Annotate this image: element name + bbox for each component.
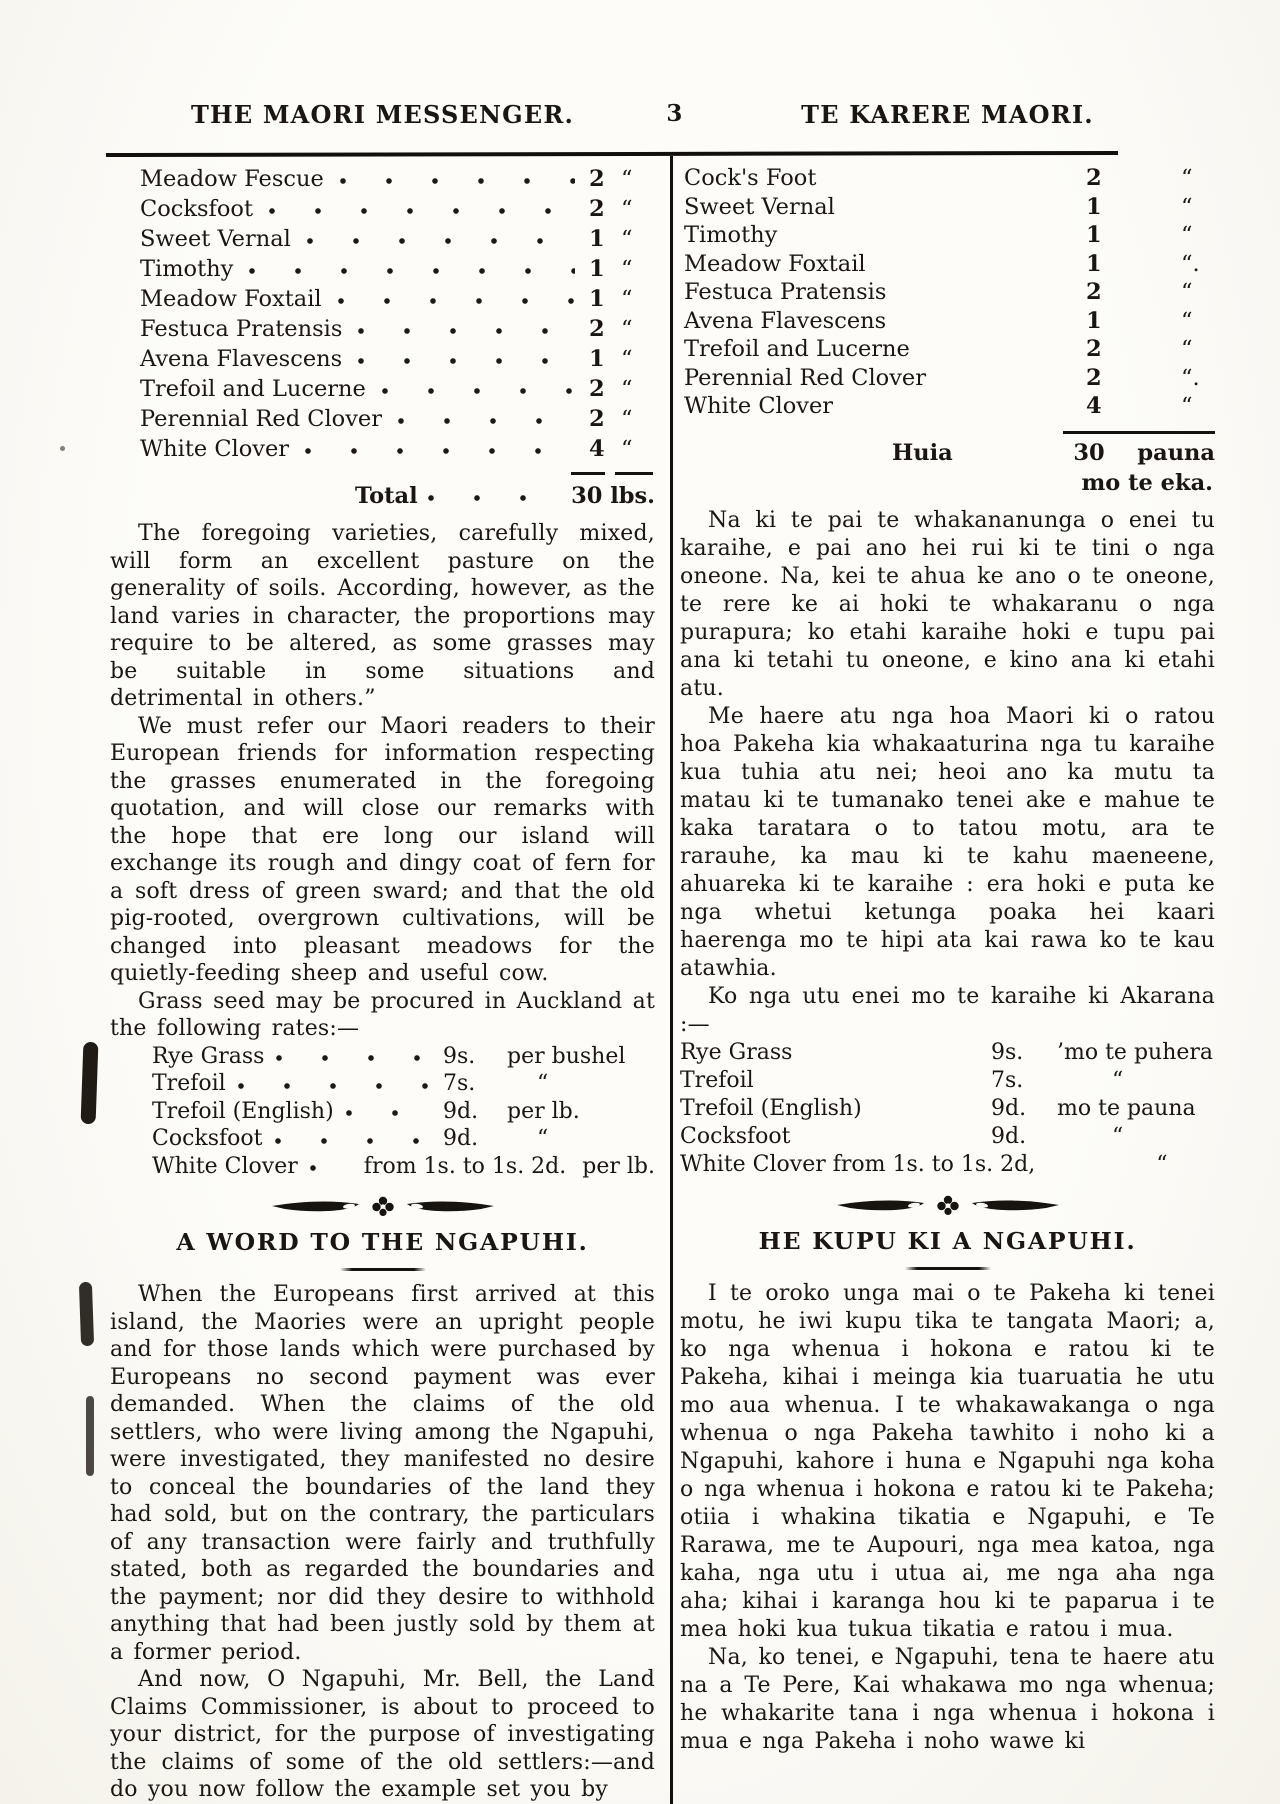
ditto-mark: “ [621, 406, 633, 432]
item-unit: per lb. [582, 1153, 655, 1179]
seed-qty: 2 [589, 376, 605, 402]
item-unit: per lb. [507, 1098, 580, 1124]
dot-leader [275, 1133, 436, 1145]
table-row [680, 221, 1215, 250]
ditto-mark: “ [1112, 1123, 1124, 1149]
ditto-mark: “ [537, 1071, 549, 1096]
seed-name: Meadow Foxtail [684, 250, 866, 277]
ditto-mark: “ [621, 226, 633, 252]
dot-leader [269, 203, 575, 215]
seed-name: Avena Flavescens [684, 307, 887, 334]
item-name: Trefoil (English) [152, 1098, 334, 1124]
seed-name: Timothy [684, 222, 778, 248]
seed-name: Trefoil and Lucerne [140, 376, 366, 402]
table-row [110, 164, 655, 194]
seed-name: Festuca Pratensis [140, 316, 343, 342]
seed-qty: 1 [589, 286, 605, 312]
total-row [680, 438, 1215, 468]
seed-name: Meadow Foxtail [140, 286, 322, 312]
seed-name: Meadow Fescue [140, 166, 324, 192]
seed-mixture-table-english [110, 164, 655, 464]
seed-name: Avena Flavescens [140, 346, 343, 372]
price-row [110, 1098, 655, 1126]
seed-name: Timothy [140, 256, 234, 282]
paragraph: The foregoing varieties, carefully mixed, will form an excellent pasture on the generality of soils. According, however, as the land varies in character, the proportions may require to be altered, as some grasses may be suitable in some situations and detrimental in others.” [110, 521, 655, 711]
price-row [110, 1043, 655, 1071]
seed-qty: 1 [1086, 307, 1102, 334]
seed-name: Perennial Red Clover [684, 364, 927, 391]
ditto-mark: “ [621, 196, 633, 222]
dot-leader [310, 1160, 356, 1172]
ditto-mark: “ [621, 376, 633, 402]
seed-name: Sweet Vernal [684, 193, 835, 220]
paragraph: Me haere atu nga hoa Maori ki o ratou hoa Pakeha kia whakaaturina nga tu karaihe kua tuhia atu nei; heoi ano ka mutu ta matau ki te tumanako tenei ake e mahue te kaka taratara o to tatou motu, ara te rarauhe, ka mau ki te kahu maeneene, ahuareka ki te karaihe : era hoki e puta ke nga whetui ketunga poaka hei kaari haerenga mo te hipi ata kai rawa ko te kau atawhia. [680, 703, 1215, 981]
ditto-mark: “ [1181, 222, 1193, 248]
dot-leader [346, 1105, 435, 1117]
item-unit: ’mo te puhera [1057, 1039, 1214, 1065]
table-row [680, 364, 1215, 393]
price-row [110, 1125, 655, 1153]
ditto-mark: “ [1181, 336, 1193, 362]
total-label: Total [355, 483, 418, 509]
price-list-english [110, 1043, 655, 1181]
ditto-mark: “ [621, 436, 633, 462]
right-column [680, 164, 1215, 1756]
item-price: from 1s. to 1s. 2d. [363, 1153, 567, 1179]
dot-leader [276, 1050, 435, 1062]
ditto-mark: “ [621, 286, 633, 312]
scan-artifact [60, 446, 65, 451]
heading-rule [905, 1267, 991, 1270]
seed-name: Cocksfoot [140, 196, 254, 222]
dot-leader [238, 1078, 435, 1090]
table-row [680, 335, 1215, 364]
item-name: Trefoil (English) [680, 1095, 862, 1121]
total-label: Huia [892, 439, 953, 466]
ditto-mark: “. [1181, 364, 1200, 391]
ditto-mark: “ [1181, 165, 1193, 191]
divider-ornament-icon [834, 1193, 1062, 1217]
seed-name: White Clover [684, 393, 834, 419]
item-name: Rye Grass [152, 1043, 265, 1069]
seed-qty: 2 [1086, 279, 1102, 305]
ditto-mark: “ [621, 166, 633, 192]
table-row [110, 194, 655, 224]
total-row [110, 481, 655, 511]
dot-leader [398, 413, 575, 425]
item-price: 7s. [443, 1071, 476, 1096]
seed-name: Sweet Vernal [140, 226, 291, 252]
seed-qty: 2 [589, 196, 605, 222]
section-heading-english: A WORD TO THE NGAPUHI. [176, 1228, 589, 1256]
heading-rule [340, 1268, 426, 1271]
dot-leader [382, 383, 575, 395]
dot-leader [249, 263, 575, 275]
sum-rule [1063, 431, 1215, 434]
ditto-mark: “ [537, 1126, 549, 1151]
paragraph: And now, O Ngapuhi, Mr. Bell, the Land Claims Commissioner, is about to proceed to your district, for the purpose of investigating the claims of some of the old settlers:—and do you now follow the example set you by [110, 1667, 655, 1802]
item-name: Cocksfoot [680, 1123, 791, 1149]
seed-qty: 4 [1086, 393, 1102, 419]
paragraph: Na, ko tenei, e Ngapuhi, tena te haere atu na a Te Pere, Kai whakawa mo nga whenua; he whakarite tana i nga whenua i hokona i mua e nga Pakeha i noho wawe ki [680, 1644, 1215, 1754]
table-row [680, 392, 1215, 421]
seed-mixture-table-maori [680, 164, 1215, 421]
item-price: 9d. [443, 1126, 479, 1151]
price-row [110, 1153, 655, 1181]
ditto-mark: “ [621, 346, 633, 372]
paragraph: Na ki te pai te whakananunga o enei tu karaihe, e pai ano hei rui ki te tini o nga oneone. Na, kei te ahua ke ano o te oneone, te rere ke ai hoki te whakaranu o nga purapura; ko etahi karaihe hoki e tupu pai ana ki tetahi tu oneone, e kino ana ki etahi atu. [680, 507, 1215, 701]
paragraph: We must refer our Maori readers to their European friends for information respecting the grasses enumerated in the foregoing quotation, and will close our remarks with the hope that ere long our island will exchange its rough and dingy coat of fern for a soft dress of green sward; and that the old pig-rooted, overgrown cultivations, will be changed into pleasant meadows for the quietly-feeding sheep and useful cow. [110, 713, 655, 986]
price-row [680, 1151, 1215, 1179]
dot-leader [340, 173, 575, 185]
seed-qty: 1 [589, 346, 605, 372]
seed-qty: 1 [1086, 250, 1102, 277]
table-row [680, 307, 1215, 336]
table-row [680, 193, 1215, 222]
price-row [110, 1070, 655, 1098]
item-price: 9d. [991, 1095, 1027, 1121]
total-unit: pauna [1137, 439, 1215, 466]
paragraph: I te oroko unga mai o te Pakeha ki tenei motu, he iwi kupu tika te tangata Maori; a, ko nga whenua i hokona e ratou ki te Pakeha, kihai i meinga kia tuaruatia he utu mo aua whenua. I te whakawakanga o nga whenua o nga Pakeha tawhito i noho ki a Ngapuhi, kahore i huna e Ngapuhi nga koha o nga whenua i hokona e ratou ki te Pakeha; otiia i whakina tikatia e Ngapuhi, e Te Rarawa, me te Aupouri, nga mea katoa, nga kaha, nga utu i utua ai, me nga aha nga aha; kihai i karanga hou ki te paparua i te mea hoki kua tukua tikatia e ratou i mua. [680, 1280, 1215, 1642]
seed-name: Cock's Foot [684, 165, 817, 191]
price-row [680, 1095, 1215, 1123]
price-row [680, 1123, 1215, 1151]
sum-rule [571, 472, 653, 475]
total-unit-line2: mo te eka. [1081, 469, 1213, 496]
seed-name: Trefoil and Lucerne [684, 336, 910, 362]
seed-qty: 2 [589, 166, 605, 192]
table-row [110, 314, 655, 344]
ditto-mark: “ [1181, 393, 1193, 419]
ditto-mark: “ [1156, 1151, 1168, 1177]
dot-leader [307, 233, 575, 245]
total-value: 30 lbs. [571, 483, 655, 509]
seed-qty: 2 [1086, 336, 1102, 362]
divider-ornament-icon [269, 1194, 497, 1218]
seed-qty: 4 [589, 436, 605, 462]
table-row [110, 284, 655, 314]
item-price: 9s. [443, 1043, 476, 1069]
masthead-title-english: THE MAORI MESSENGER. [190, 100, 575, 129]
dot-leader [358, 353, 575, 365]
seed-name: White Clover [140, 436, 290, 462]
table-row [110, 374, 655, 404]
seed-name: Perennial Red Clover [140, 406, 383, 432]
page-number: 3 [666, 100, 684, 127]
ditto-mark: “ [1181, 279, 1193, 305]
dot-leader [358, 323, 575, 335]
table-row [110, 254, 655, 284]
paragraph: Ko nga utu enei mo te karaihe ki Akarana :— [680, 983, 1215, 1037]
item-name: White Clover from 1s. to 1s. 2d, [680, 1151, 1036, 1177]
column-divider [670, 156, 673, 1804]
ditto-mark: “ [621, 256, 633, 282]
item-name: Rye Grass [680, 1039, 793, 1065]
table-row [110, 434, 655, 464]
scan-artifact [81, 1042, 99, 1124]
seed-qty: 2 [1086, 165, 1102, 191]
item-unit: mo te pauna [1057, 1095, 1196, 1121]
dot-leader [428, 490, 561, 502]
item-unit: per bushel [507, 1043, 626, 1069]
scan-artifact [79, 1282, 94, 1346]
scan-artifact [86, 1396, 94, 1476]
seed-qty: 1 [589, 226, 605, 252]
ditto-mark: “. [1181, 250, 1200, 277]
price-row [680, 1067, 1215, 1095]
item-name: Trefoil [152, 1071, 226, 1096]
seed-qty: 2 [589, 316, 605, 342]
total-value: 30 [1073, 439, 1105, 466]
dot-leader [338, 293, 575, 305]
seed-qty: 2 [1086, 364, 1102, 391]
seed-qty: 1 [1086, 193, 1102, 220]
dot-leader [305, 443, 575, 455]
ditto-mark: “ [1181, 193, 1193, 220]
paragraph: When the Europeans first arrived at this island, the Maories were an upright people and for those lands which were purchased by Europeans no second payment was ever demanded. When the claims of the old settlers, who were living among the Ngapuhi, were investigated, they manifested no desire to conceal the boundaries of the land they had sold, but on the contrary, the particulars of any transaction were fairly and truthfully stated, both as regarded the boundaries and the payment; nor did they desire to withhold anything that had been justly sold by them at a former period. [110, 1282, 655, 1665]
item-price: 9d. [991, 1123, 1027, 1149]
item-price: 9s. [991, 1039, 1024, 1065]
left-column [110, 164, 655, 1804]
table-row [110, 224, 655, 254]
item-price: 7s. [991, 1067, 1024, 1093]
table-row [110, 404, 655, 434]
masthead-rule [106, 151, 1118, 157]
ditto-mark: “ [1112, 1067, 1124, 1093]
price-list-maori [680, 1039, 1215, 1179]
item-name: Cocksfoot [152, 1126, 263, 1151]
ditto-mark: “ [621, 316, 633, 342]
price-row [680, 1039, 1215, 1067]
section-heading-maori: HE KUPU KI A NGAPUHI. [758, 1226, 1137, 1255]
ditto-mark: “ [1181, 307, 1193, 334]
seed-qty: 2 [589, 406, 605, 432]
item-name: Trefoil [680, 1067, 754, 1093]
masthead-title-maori: TE KARERE MAORI. [801, 100, 1094, 129]
seed-name: Festuca Pratensis [684, 279, 887, 305]
table-row [680, 278, 1215, 307]
paragraph: Grass seed may be procured in Auckland at the following rates:— [110, 988, 655, 1041]
seed-qty: 1 [589, 256, 605, 282]
table-row [680, 164, 1215, 193]
seed-qty: 1 [1086, 222, 1102, 248]
item-name: White Clover [152, 1153, 298, 1179]
item-price: 9d. [443, 1098, 479, 1124]
table-row [110, 344, 655, 374]
table-row [680, 250, 1215, 279]
